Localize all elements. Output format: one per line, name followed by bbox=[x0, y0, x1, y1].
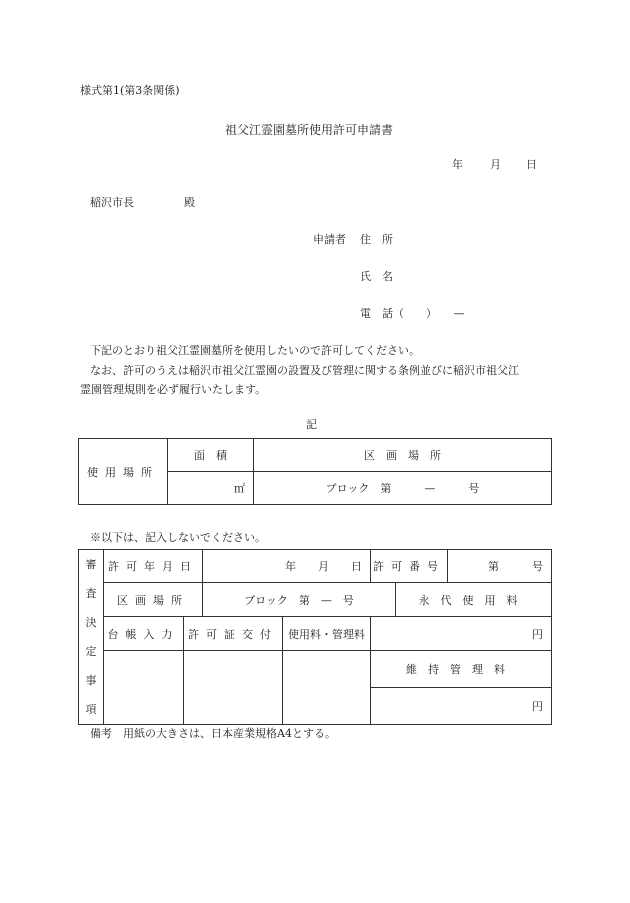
page-title: 祖父江霊園墓所使用許可申請書 bbox=[225, 123, 394, 137]
body-line-3: 霊園管理規則を必ず履行いたします。 bbox=[80, 383, 267, 396]
plot-value: ブロック 第 — 号 bbox=[254, 472, 552, 505]
date-day: 日 bbox=[526, 158, 537, 171]
addressee-honorific: 殿 bbox=[184, 196, 195, 209]
body-line-2: なお、許可のうえは稲沢市祖父江霊園の設置及び管理に関する条例並びに稲沢市祖父江 bbox=[90, 364, 519, 377]
date-year: 年 bbox=[452, 158, 463, 171]
body-line-1: 下記のとおり祖父江霊園墓所を使用したいので許可してください。 bbox=[90, 344, 420, 357]
ledger-entry-field bbox=[104, 651, 184, 725]
do-not-fill-note: ※以下は、記入しないでください。 bbox=[90, 531, 266, 544]
form-number: 様式第1(第3条関係) bbox=[80, 84, 180, 97]
maintenance-fee-yen: 円 bbox=[371, 687, 552, 725]
remark: 備考 用紙の大きさは、日本産業規格A4とする。 bbox=[90, 727, 336, 740]
review-table bbox=[78, 549, 552, 725]
certificate-issue-field bbox=[184, 651, 283, 725]
plot-location-value: ブロック 第 — 号 bbox=[203, 583, 396, 617]
usage-table bbox=[78, 438, 552, 505]
ki-label: 記 bbox=[306, 418, 317, 431]
perpetual-fee-label: 永代使用料 bbox=[396, 583, 552, 617]
applicant-phone-label: 電 話（ ） — bbox=[360, 307, 465, 320]
perpetual-fee-yen: 円 bbox=[371, 617, 552, 651]
permit-number-label: 許可番号 bbox=[371, 550, 448, 583]
date-month: 月 bbox=[490, 158, 501, 171]
ledger-entry-label: 台帳入力 bbox=[104, 617, 184, 651]
applicant-label: 申請者 bbox=[313, 233, 346, 246]
area-unit: ㎡ bbox=[168, 472, 254, 505]
applicant-address-label: 住 所 bbox=[360, 233, 393, 246]
permit-date-value: 年 月 日 bbox=[203, 550, 371, 583]
certificate-issue-label: 許可証交付 bbox=[184, 617, 283, 651]
maintenance-fee-label: 維持管理料 bbox=[371, 651, 552, 688]
review-side-header: 審 査 決 定 事 項 bbox=[79, 550, 104, 725]
area-header: 面 積 bbox=[168, 439, 254, 472]
usage-place-header: 使用場所 bbox=[79, 439, 168, 505]
permit-date-label: 許可年月日 bbox=[104, 550, 203, 583]
permit-number-value: 第 号 bbox=[448, 550, 552, 583]
plot-location-label: 区画場所 bbox=[104, 583, 203, 617]
plot-header: 区 画 場 所 bbox=[254, 439, 552, 472]
fee-label: 使用料・管理料 bbox=[283, 617, 371, 651]
applicant-name-label: 氏 名 bbox=[360, 270, 393, 283]
addressee-name: 稲沢市長 bbox=[90, 196, 134, 209]
fee-field bbox=[283, 651, 371, 725]
